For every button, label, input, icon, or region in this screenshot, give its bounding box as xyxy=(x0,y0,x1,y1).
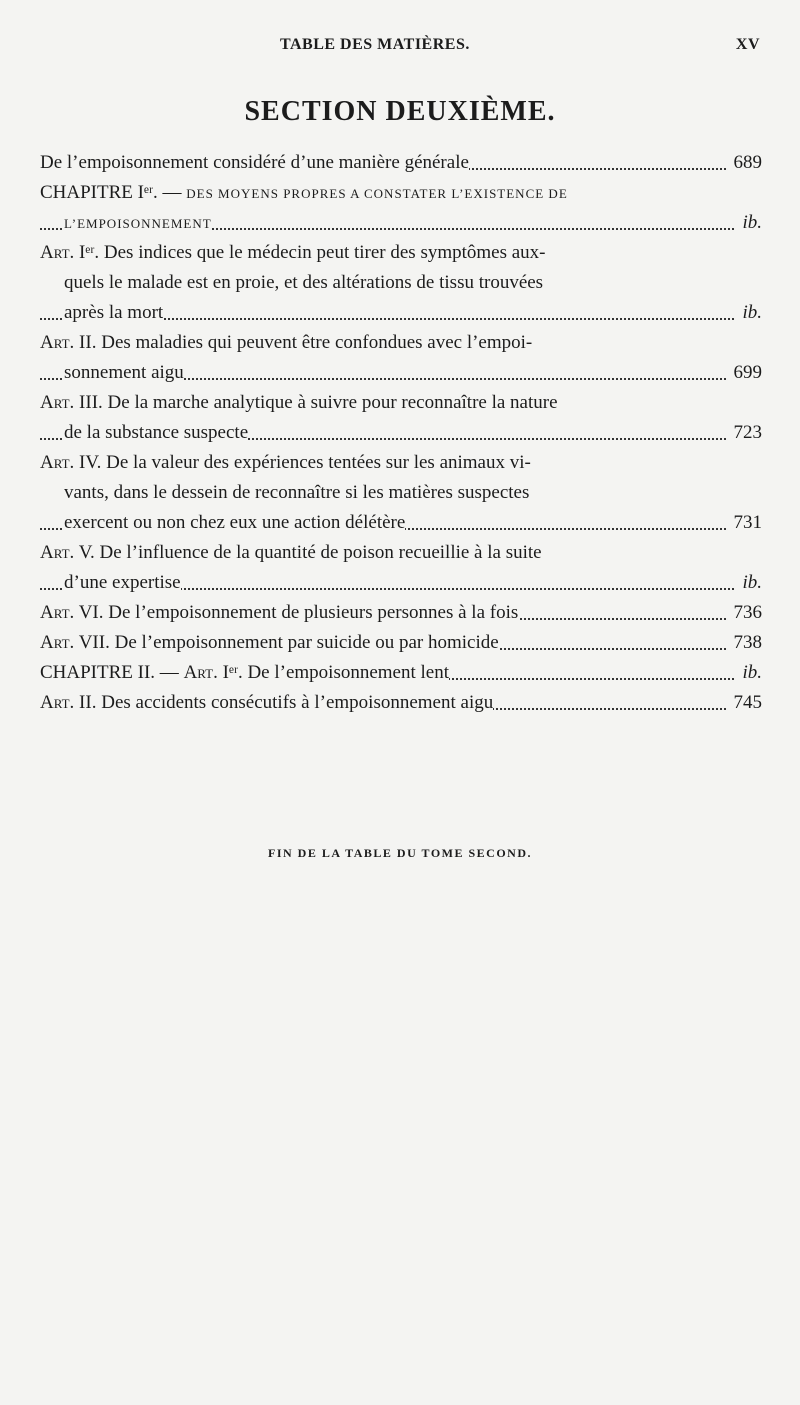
toc-entry-page: 699 xyxy=(728,358,763,388)
toc-entry-page: ib. xyxy=(736,658,762,688)
toc-entry xyxy=(40,148,762,178)
toc-entry-text: De l’empoisonnement de plusieurs personnes à la fois xyxy=(108,602,519,623)
toc-entry xyxy=(40,658,762,688)
toc-entry-page: 736 xyxy=(728,598,763,628)
toc-entry xyxy=(40,598,762,628)
article-label: Art. Iᵉʳ. xyxy=(40,242,100,263)
toc-entry-page: 689 xyxy=(728,148,763,178)
toc-entry-continuation xyxy=(40,358,762,388)
toc-entry-text: après la mort xyxy=(64,302,164,323)
toc-entry xyxy=(40,388,762,418)
toc-entry-page: ib. xyxy=(736,568,762,598)
article-label: Art. V. xyxy=(40,542,95,563)
article-label: Art. II. xyxy=(40,692,97,713)
toc-entry-text: De l’influence de la quantité de poison recueillie à la suite xyxy=(99,542,542,563)
toc-entry-continuation xyxy=(40,268,762,298)
toc-entry-page: 731 xyxy=(728,508,763,538)
end-of-table-note: FIN DE LA TABLE DU TOME SECOND. xyxy=(268,846,532,860)
toc-entry-page: 745 xyxy=(728,688,763,718)
toc-entry xyxy=(40,238,762,268)
toc-entry-text: d’une expertise xyxy=(64,572,181,593)
article-label: Art. VII. xyxy=(40,632,110,653)
chapter-label: CHAPITRE II. — xyxy=(40,662,184,683)
toc-entry-text: Des accidents consécutifs à l’empoisonnement aigu xyxy=(101,692,494,713)
toc-entry xyxy=(40,628,762,658)
toc-entry-page: 738 xyxy=(728,628,763,658)
toc-entry-text: de la substance suspecte xyxy=(64,422,249,443)
article-label: Art. IV. xyxy=(40,452,102,473)
toc-entry-text: De l’empoisonnement par suicide ou par homicide xyxy=(114,632,499,653)
toc-entry-text: quels le malade est en proie, et des altérations de tissu trouvées xyxy=(64,272,544,293)
toc-entry-continuation xyxy=(40,208,762,238)
page-number: XV xyxy=(735,36,760,53)
toc-entry xyxy=(40,178,762,208)
toc-entry-page: ib. xyxy=(736,298,762,328)
article-label: Art. Iᵉʳ. xyxy=(183,662,243,683)
running-head-title: TABLE DES MATIÈRES. xyxy=(280,36,470,53)
toc-entry xyxy=(40,328,762,358)
toc-entry-continuation xyxy=(40,418,762,448)
running-head xyxy=(40,36,760,58)
toc-entry-continuation xyxy=(40,478,762,508)
toc-entry-page: 723 xyxy=(728,418,763,448)
toc-entry-text: De l’empoisonnement lent xyxy=(247,662,450,683)
toc-entry xyxy=(40,538,762,568)
toc-entry-text: sonnement aigu xyxy=(64,362,184,383)
toc-entry-text: De la marche analytique à suivre pour reconnaître la nature xyxy=(107,392,558,413)
toc-entry xyxy=(40,448,762,478)
chapter-label: CHAPITRE Iᵉʳ. — xyxy=(40,182,187,203)
toc-entry-continuation xyxy=(40,508,762,538)
toc-entry-continuation xyxy=(40,568,762,598)
table-of-contents xyxy=(40,148,762,718)
toc-entry-text: Des indices que le médecin peut tirer des symptômes aux- xyxy=(103,242,546,263)
toc-entry-text: exercent ou non chez eux une action délétère xyxy=(64,512,406,533)
toc-entry xyxy=(40,688,762,718)
toc-entry-text: L’EMPOISONNEMENT xyxy=(64,216,212,231)
article-label: Art. III. xyxy=(40,392,103,413)
article-label: Art. VI. xyxy=(40,602,104,623)
toc-entry-text: Des maladies qui peuvent être confondues avec l’empoi- xyxy=(101,332,533,353)
section-title: SECTION DEUXIÈME. xyxy=(244,96,556,127)
toc-entry-page: ib. xyxy=(736,208,762,238)
toc-entry-text: DES MOYENS PROPRES A CONSTATER L’EXISTENCE DE xyxy=(186,186,568,201)
toc-entry-text: De l’empoisonnement considéré d’une manière générale xyxy=(40,152,469,173)
article-label: Art. II. xyxy=(40,332,97,353)
toc-entry-continuation xyxy=(40,298,762,328)
toc-entry-text: vants, dans le dessein de reconnaître si les matières suspectes xyxy=(64,482,530,503)
toc-entry-text: De la valeur des expériences tentées sur les animaux vi- xyxy=(106,452,531,473)
